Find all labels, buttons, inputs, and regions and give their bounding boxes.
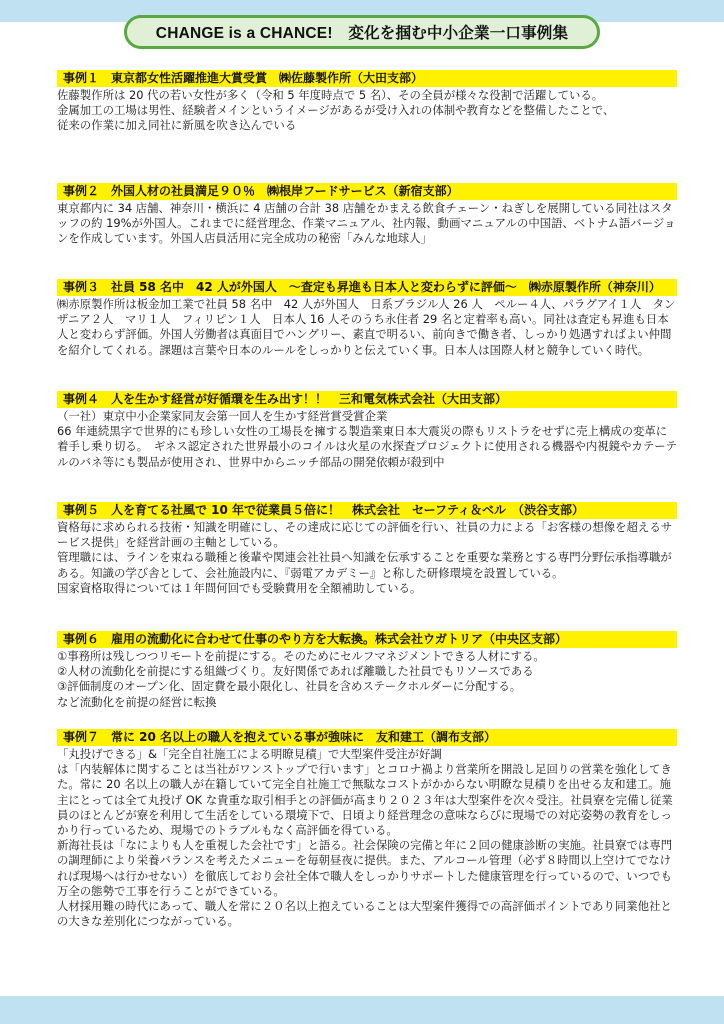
- case-1-line: 佐藤製作所は 20 代の若い女性が多く（令和 5 年度時点で 5 名）、その全員が様々な役割で活躍している。: [57, 88, 604, 102]
- case-5-body: [57, 520, 677, 596]
- case-1-line: 金属加工の工場は男性、経験者メインというイメージがあるが受け入れの体制や教育などを整備したことで、: [57, 103, 615, 118]
- case-3-line: ㈱赤原製作所は板金加工業で社員 58 名中 42 人が外国人 日系ブラジル人 26 人 ペルー４人、パラグアイ１人 タンザニア２人 マリ１人 フィリピン１人 日本人 16 人そのうち永住者 29 名と定着率も高い。同社は査定も昇進も日本人と変わらず評価。外国人労働者は真面目でハングリー、素直で明るい、前向きで働き者、しっかり処遇すればよい仲間を紹介してくれる。課題は言葉や日本のルールをしっかりと伝えていく事。日本人は国際人材と競争していく時代。: [57, 297, 676, 357]
- case-5-heading: 事例５ 人を育てる社風で 10 年で従業員５倍に！ 株式会社 セーフティ＆ベル （渋谷支部）: [57, 502, 677, 519]
- case-1-heading: 事例１ 東京都女性活躍推進大賞受賞 ㈱佐藤製作所（大田支部）: [57, 70, 677, 87]
- case-7-line: 新海社長は「なによりも人を重視した会社です」と語る。社会保険の完備と年に２回の健康診断の実施。社員寮では専門の調理師により栄養バランスを考えたメニューを毎朝昼夜に提供。また、アルコール管理（必ず８時間以上空けてでなければ現場へは行かせない）を徹底しており会社全体で職人をしっかりサポートした健康管理を行っているので、いつでも万全の態勢で工事を行うことができている。: [57, 838, 673, 898]
- case-1-body: [57, 88, 677, 134]
- case-3-heading: [57, 279, 677, 296]
- case-2-heading: 事例２ 外国人材の社員満足９０％ ㈱根岸フードサービス（新宿支部）: [57, 183, 677, 200]
- case-7-body: [57, 747, 677, 929]
- case-6-line: ③評価制度のオープン化、固定費を最小限化し、社員を含めステークホルダーに分配する。: [57, 679, 522, 694]
- case-4-body: [57, 409, 677, 470]
- case-7-line: 人材採用難の時代にあって、職人を常に２０名以上抱えていることは大型案件獲得での高評価ポイントであり同業他社との大きな差別化につながっている。: [57, 899, 672, 929]
- case-7-line: 「丸投げできる」&「完全自社施工による明瞭見積」で大型案件受注が好調: [57, 747, 442, 761]
- case-6-line: ②人材の流動化を前提にする組織づくり。友好関係であれば離職した社員でもリソースである: [57, 664, 534, 679]
- case-1: [57, 70, 677, 134]
- case-4-line: 66 年連続黒字で世界的にも珍しい女性の工場長を擁する製造業東日本大震災の際もリストラをせずに売上構成の変革に着手し乗り切る。 ギネス認定された世界最小のコイルは火星の水探査プロジェクトに使用される機器や内視鏡やカテーテルのバネ等にも製品が使用され、世界中からニッチ部品の開発依頼が殺到中: [57, 424, 677, 469]
- case-7: [57, 729, 677, 929]
- case-6-line: ①事務所は残しつつリモートを前提にする。そのためにセルフマネジメントできる人材にする。: [57, 649, 545, 663]
- case-1-line: 従来の作業に加え同社に新風を吹き込んでいる: [57, 118, 297, 133]
- case-3-heading-text: 事例３ 社員 58 名中 42 人が外国人 ～査定も昇進も日本人と変わらずに評価～ ㈱赤原製作所（神奈川）: [63, 280, 661, 294]
- case-7-heading: 事例７ 常に 20 名以上の職人を抱えている事が強味に 友和建工（調布支部）: [57, 729, 677, 746]
- case-3: [57, 279, 677, 358]
- case-6-heading: 事例６ 雇用の流動化に合わせて仕事のやり方を大転換。株式会社ウガトリア（中央区支部）: [57, 631, 677, 648]
- case-6: [57, 631, 677, 710]
- title-banner: [124, 15, 600, 49]
- case-6-body: [57, 649, 677, 710]
- case-5: [57, 502, 677, 596]
- case-2: [57, 183, 677, 247]
- case-2-line: 東京都内に 34 店舗、神奈川・横浜に 4 店舗の合計 38 店舗をかまえる飲食チェーン・ねぎしを展開している同社はスタッフの約 19%が外国人。これまでに経営理念、作業マニュアル、社内報、動画マニュアルの中国語、ベトナム語バージョンを作成しています。外国人店員活用に完全成功の秘密「みんな地球人」: [57, 201, 676, 246]
- bottom-band: [0, 996, 724, 1024]
- case-2-body: [57, 201, 677, 247]
- case-5-line: 資格毎に求められる技術・知識を明確にし、その達成に応じての評価を行い、社員の力による「お客様の想像を超えるサービス提供」を経営計画の主軸としている。: [57, 520, 673, 550]
- case-6-line: など流動化を前提の経営に転換: [57, 694, 217, 709]
- case-4-heading: 事例４ 人を生かす経営が好循環を生み出す！！ 三和電気株式会社（大田支部）: [57, 391, 677, 408]
- case-7-line: は「内装解体に関することは当社がワンストップで行います」とコロナ禍より営業所を開設し足回りの営業を強化してきた。常に 20 名以上の職人が在籍していて完全自社施工で無駄なコストがかからない明瞭な見積りを出せる友和建工。施主にとっては全て丸投げ OK な貴重な取引相手との評価が高まり２０２３年は大型案件を次々受注。社員寮を完備し従業員のほとんどが寮を利用して生活をしている環境下で、日頃より経営理念の意味ならびに現場での対応姿勢の教育をしっかり行っているため、現場でのトラブルもなく高評価を得ている。: [57, 762, 673, 838]
- case-3-body: [57, 297, 677, 358]
- page-title: CHANGE is a CHANCE! 変化を掴む中小企業一口事例集: [155, 25, 569, 42]
- case-4: [57, 391, 677, 470]
- case-5-line: 国家資格取得については１年間何回でも受験費用を全額補助している。: [57, 580, 422, 595]
- case-5-line: 管理職には、ラインを束ねる職種と後輩や関連会社社員へ知識を伝承することを重要な業務とする専門分野伝承指導職がある。知識の学び舎として、会社施設内に、『弱電アカデミー』と称した研修環境を設置している。: [57, 550, 672, 580]
- case-4-line: （一社）東京中小企業家同友会第一回人を生かす経営賞受賞企業: [57, 409, 388, 423]
